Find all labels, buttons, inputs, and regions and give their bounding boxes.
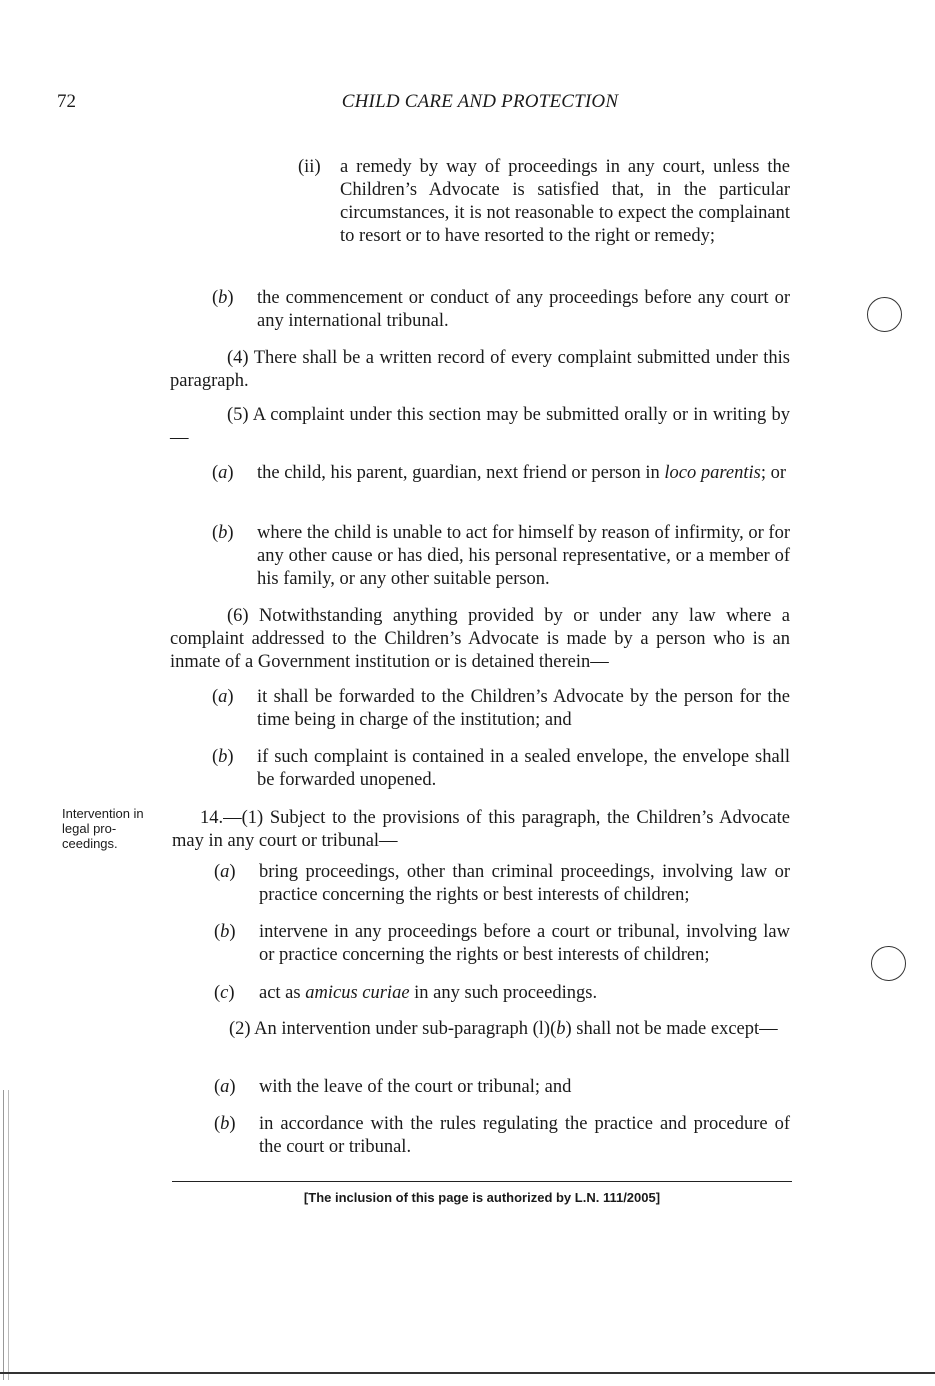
- item-label: (b): [214, 1114, 236, 1134]
- list-item-a: [212, 686, 790, 732]
- footer-note: [The inclusion of this page is authorized by L.N. 111/2005]: [303, 1190, 661, 1205]
- list-item-a: [214, 861, 790, 907]
- item-label: (b): [214, 922, 236, 942]
- margin-note: Intervention in legal pro-ceedings.: [62, 806, 144, 851]
- item-text: in accordance with the rules regulating the practice and procedure of the court or tribunal.: [259, 1114, 790, 1157]
- list-item-a: [214, 1076, 790, 1099]
- list-item-b: [214, 1113, 790, 1159]
- list-item-a: [212, 462, 790, 485]
- paragraph-4: (4) There shall be a written record of every complaint submitted under this paragraph.: [170, 348, 790, 391]
- item-text: the child, his parent, guardian, next friend or person in loco parentis; or: [257, 463, 787, 483]
- item-text: with the leave of the court or tribunal; and: [259, 1077, 572, 1097]
- list-item-b: [212, 287, 790, 333]
- item-label: (c): [214, 983, 235, 1003]
- item-text: intervene in any proceedings before a court or tribunal, involving law or practice concerning the rights or best interests of children;: [259, 922, 790, 965]
- item-text: bring proceedings, other than criminal proceedings, involving law or practice concerning the rights or best interests of children;: [259, 862, 790, 905]
- paragraph-2: (2) An intervention under sub-paragraph (l)(b) shall not be made except—: [229, 1019, 778, 1039]
- paragraph-6: (6) Notwithstanding anything provided by or under any law where a complaint addressed to the Children’s Advocate is made by a person who is an inmate of a Government institution or is detained therein—: [170, 606, 790, 672]
- item-text: if such complaint is contained in a sealed envelope, the envelope shall be forwarded unopened.: [257, 747, 790, 790]
- item-label: (a): [212, 687, 234, 707]
- list-item-c: [214, 982, 790, 1005]
- item-label: (ii): [298, 157, 321, 177]
- item-text: a remedy by way of proceedings in any court, unless the Children’s Advocate is satisfied that, in the particular circumstances, it is not reasonable to expect the complainant to resort or to have resorted to the right or remedy;: [340, 157, 790, 246]
- item-text: the commencement or conduct of any proceedings before any court or any international tribunal.: [257, 288, 790, 331]
- item-label: (b): [212, 747, 234, 767]
- item-text: where the child is unable to act for himself by reason of infirmity, or for any other cause or has died, his personal representative, or a member of his family, or any other suitable person.: [257, 523, 790, 589]
- item-label: (a): [214, 862, 236, 882]
- scan-edge-bottom: [0, 1372, 935, 1374]
- scan-edge-left: [3, 1090, 9, 1380]
- list-item-b: [212, 746, 790, 792]
- item-label: (a): [212, 463, 234, 483]
- punch-hole-icon: [871, 946, 906, 981]
- list-item-ii: [298, 156, 790, 248]
- page-number: 72: [57, 91, 76, 112]
- section-14: 14.—(1) Subject to the provisions of this paragraph, the Children’s Advocate may in any court or tribunal—: [172, 808, 790, 851]
- item-label: (b): [212, 288, 234, 308]
- footer-rule: [172, 1181, 792, 1182]
- item-text: act as amicus curiae in any such proceedings.: [259, 983, 598, 1003]
- paragraph-5: (5) A complaint under this section may be submitted orally or in writing by—: [170, 405, 790, 448]
- list-item-b: [214, 921, 790, 967]
- punch-hole-icon: [867, 297, 902, 332]
- item-label: (b): [212, 523, 234, 543]
- running-title: CHILD CARE AND PROTECTION: [341, 91, 619, 112]
- item-text: it shall be forwarded to the Children’s Advocate by the person for the time being in charge of the institution; and: [257, 687, 790, 730]
- item-label: (a): [214, 1077, 236, 1097]
- list-item-b: [212, 522, 790, 591]
